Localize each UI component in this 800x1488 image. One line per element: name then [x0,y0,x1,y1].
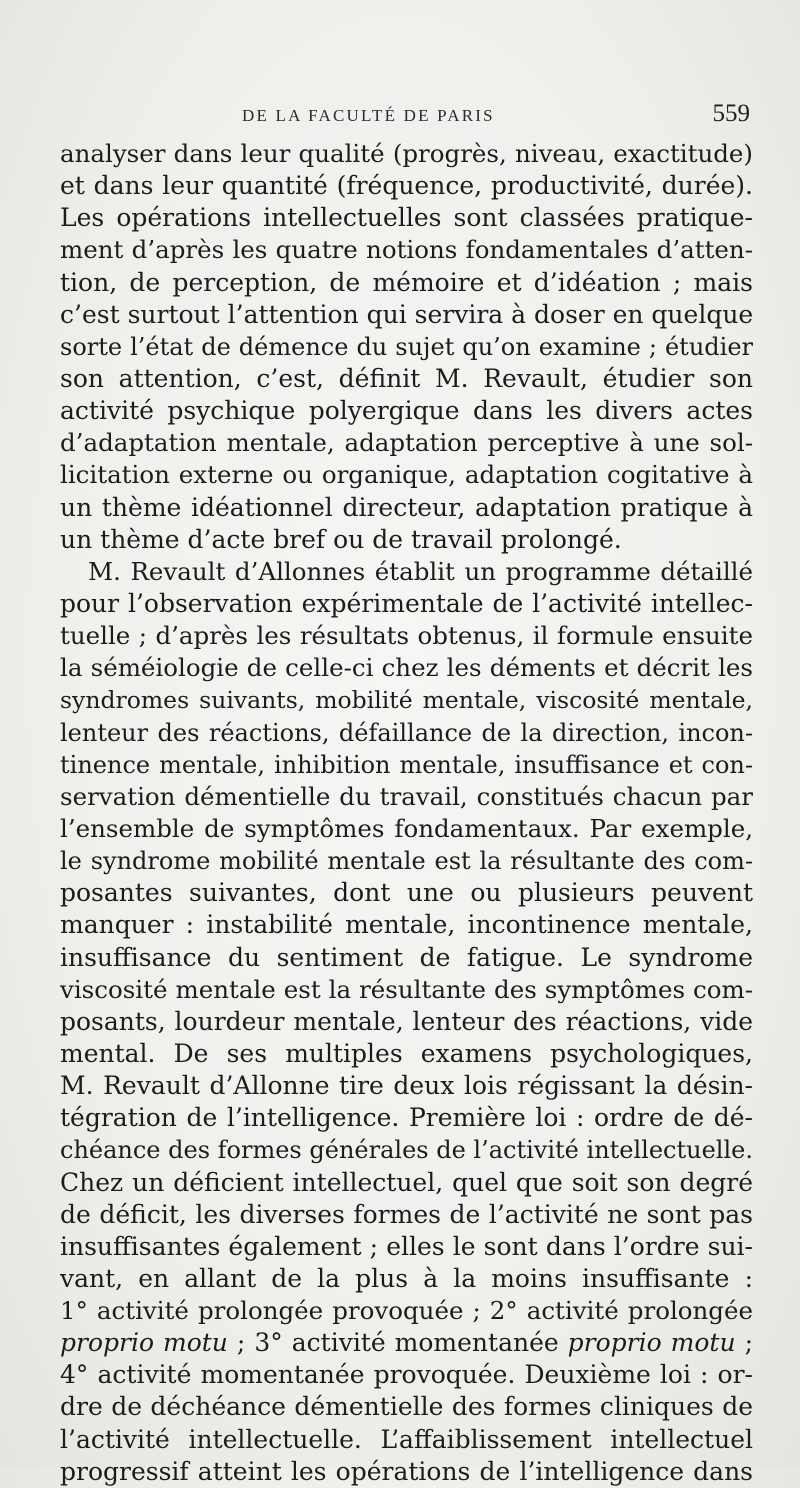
body-text [60,138,753,1488]
text-line: pour l’observation expérimentale de l’activité intellec- [60,588,753,618]
text-line: 4° activité momentanée provoquée. Deuxième loi : or- [60,1360,753,1390]
text-line: ment d’après les quatre notions fondamentales d’atten- [60,235,753,265]
text-line: M. Revault d’Allonnes établit un programme détaillé [88,556,753,586]
text-line: le syndrome mobilité mentale est la résultante des com- [60,847,753,876]
text-line: l’ensemble de symptômes fondamentaux. Par exemple, [60,813,753,843]
text-line: l’activité intellectuelle. L’affaiblissement intellectuel [60,1424,753,1454]
text-line: progressif atteint les opérations de l’intelligence dans [60,1456,753,1486]
text-line: posantes suivantes, dont une ou plusieurs peuvent [60,878,753,908]
text-line: lenteur des réactions, défaillance de la direction, incon- [60,718,753,747]
text-line: servation démentielle du travail, constitués chacun par [60,781,753,811]
text-fragment: ; 3° activité momentanée [227,1328,568,1358]
page-number: 559 [712,100,750,127]
text-line: c’est surtout l’attention qui servira à doser en quelque [60,299,754,329]
running-head-title: DE LA FACULTÉ DE PARIS [242,106,495,125]
text-line: insuffisantes également ; elles le sont dans l’ordre sui- [60,1231,753,1261]
text-line: dre de déchéance démentielle des formes cliniques de [60,1392,753,1422]
text-line: M. Revault d’Allonne tire deux lois régissant la désin- [60,1071,753,1101]
text-line: posants, lourdeur mentale, lenteur des réactions, vide [60,1006,753,1036]
text-line: chéance des formes générales de l’activité intellectuelle. [60,1136,753,1165]
text-line: Les opérations intellectuelles sont classées pratique- [60,203,753,233]
text-line: d’adaptation mentale, adaptation perceptive à une sol- [60,428,753,458]
italic-fragment: proprio motu [60,1328,228,1358]
text-line [60,1327,753,1359]
text-line: insuffisance du sentiment de fatigue. Le syndrome [60,942,753,972]
text-line: activité psychique polyergique dans les divers actes [60,396,753,426]
text-line: tion, de perception, de mémoire et d’idéation ; mais [60,267,753,297]
italic-fragment: proprio motu [567,1328,736,1358]
text-line: licitation externe ou organique, adaptation cogitative à [60,460,753,490]
text-line: sorte l’état de démence du sujet qu’on examine ; étudier [60,332,753,361]
text-line: de déficit, les diverses formes de l’activité ne sont pas [60,1199,753,1229]
text-line: tuelle ; d’après les résultats obtenus, il formule ensuite [60,621,753,651]
text-line: la séméiologie de celle-ci chez les déments et décrit les [60,653,753,683]
text-line: vant, en allant de la plus à la moins insuffisante : [60,1263,753,1293]
text-line: un thème idéationnel directeur, adaptation pratique à [60,492,753,522]
text-line: analyser dans leur qualité (progrès, niveau, exactitude) [60,139,753,168]
text-line: mental. De ses multiples examens psychologiques, [60,1038,753,1068]
text-line: syndromes suivants, mobilité mentale, viscosité mentale, [60,686,753,715]
text-line: son attention, c’est, définit M. Revault, étudier son [60,363,753,393]
text-line: manquer : instabilité mentale, incontinence mentale, [60,910,753,940]
text-line: viscosité mentale est la résultante des symptômes com- [60,974,753,1004]
text-line: tégration de l’intelligence. Première loi : ordre de dé- [60,1103,753,1133]
text-line: et dans leur quantité (fréquence, productivité, durée). [60,171,753,201]
text-line: Chez un déficient intellectuel, quel que soit son degré [60,1167,753,1197]
running-head [60,100,750,130]
text-line: 1° activité prolongée provoquée ; 2° activité prolongée [60,1296,753,1326]
text-line: un thème d’acte bref ou de travail prolongé. [60,524,622,554]
text-line: tinence mentale, inhibition mentale, insuffisance et con- [60,750,753,779]
text-fragment: ; [735,1328,754,1358]
